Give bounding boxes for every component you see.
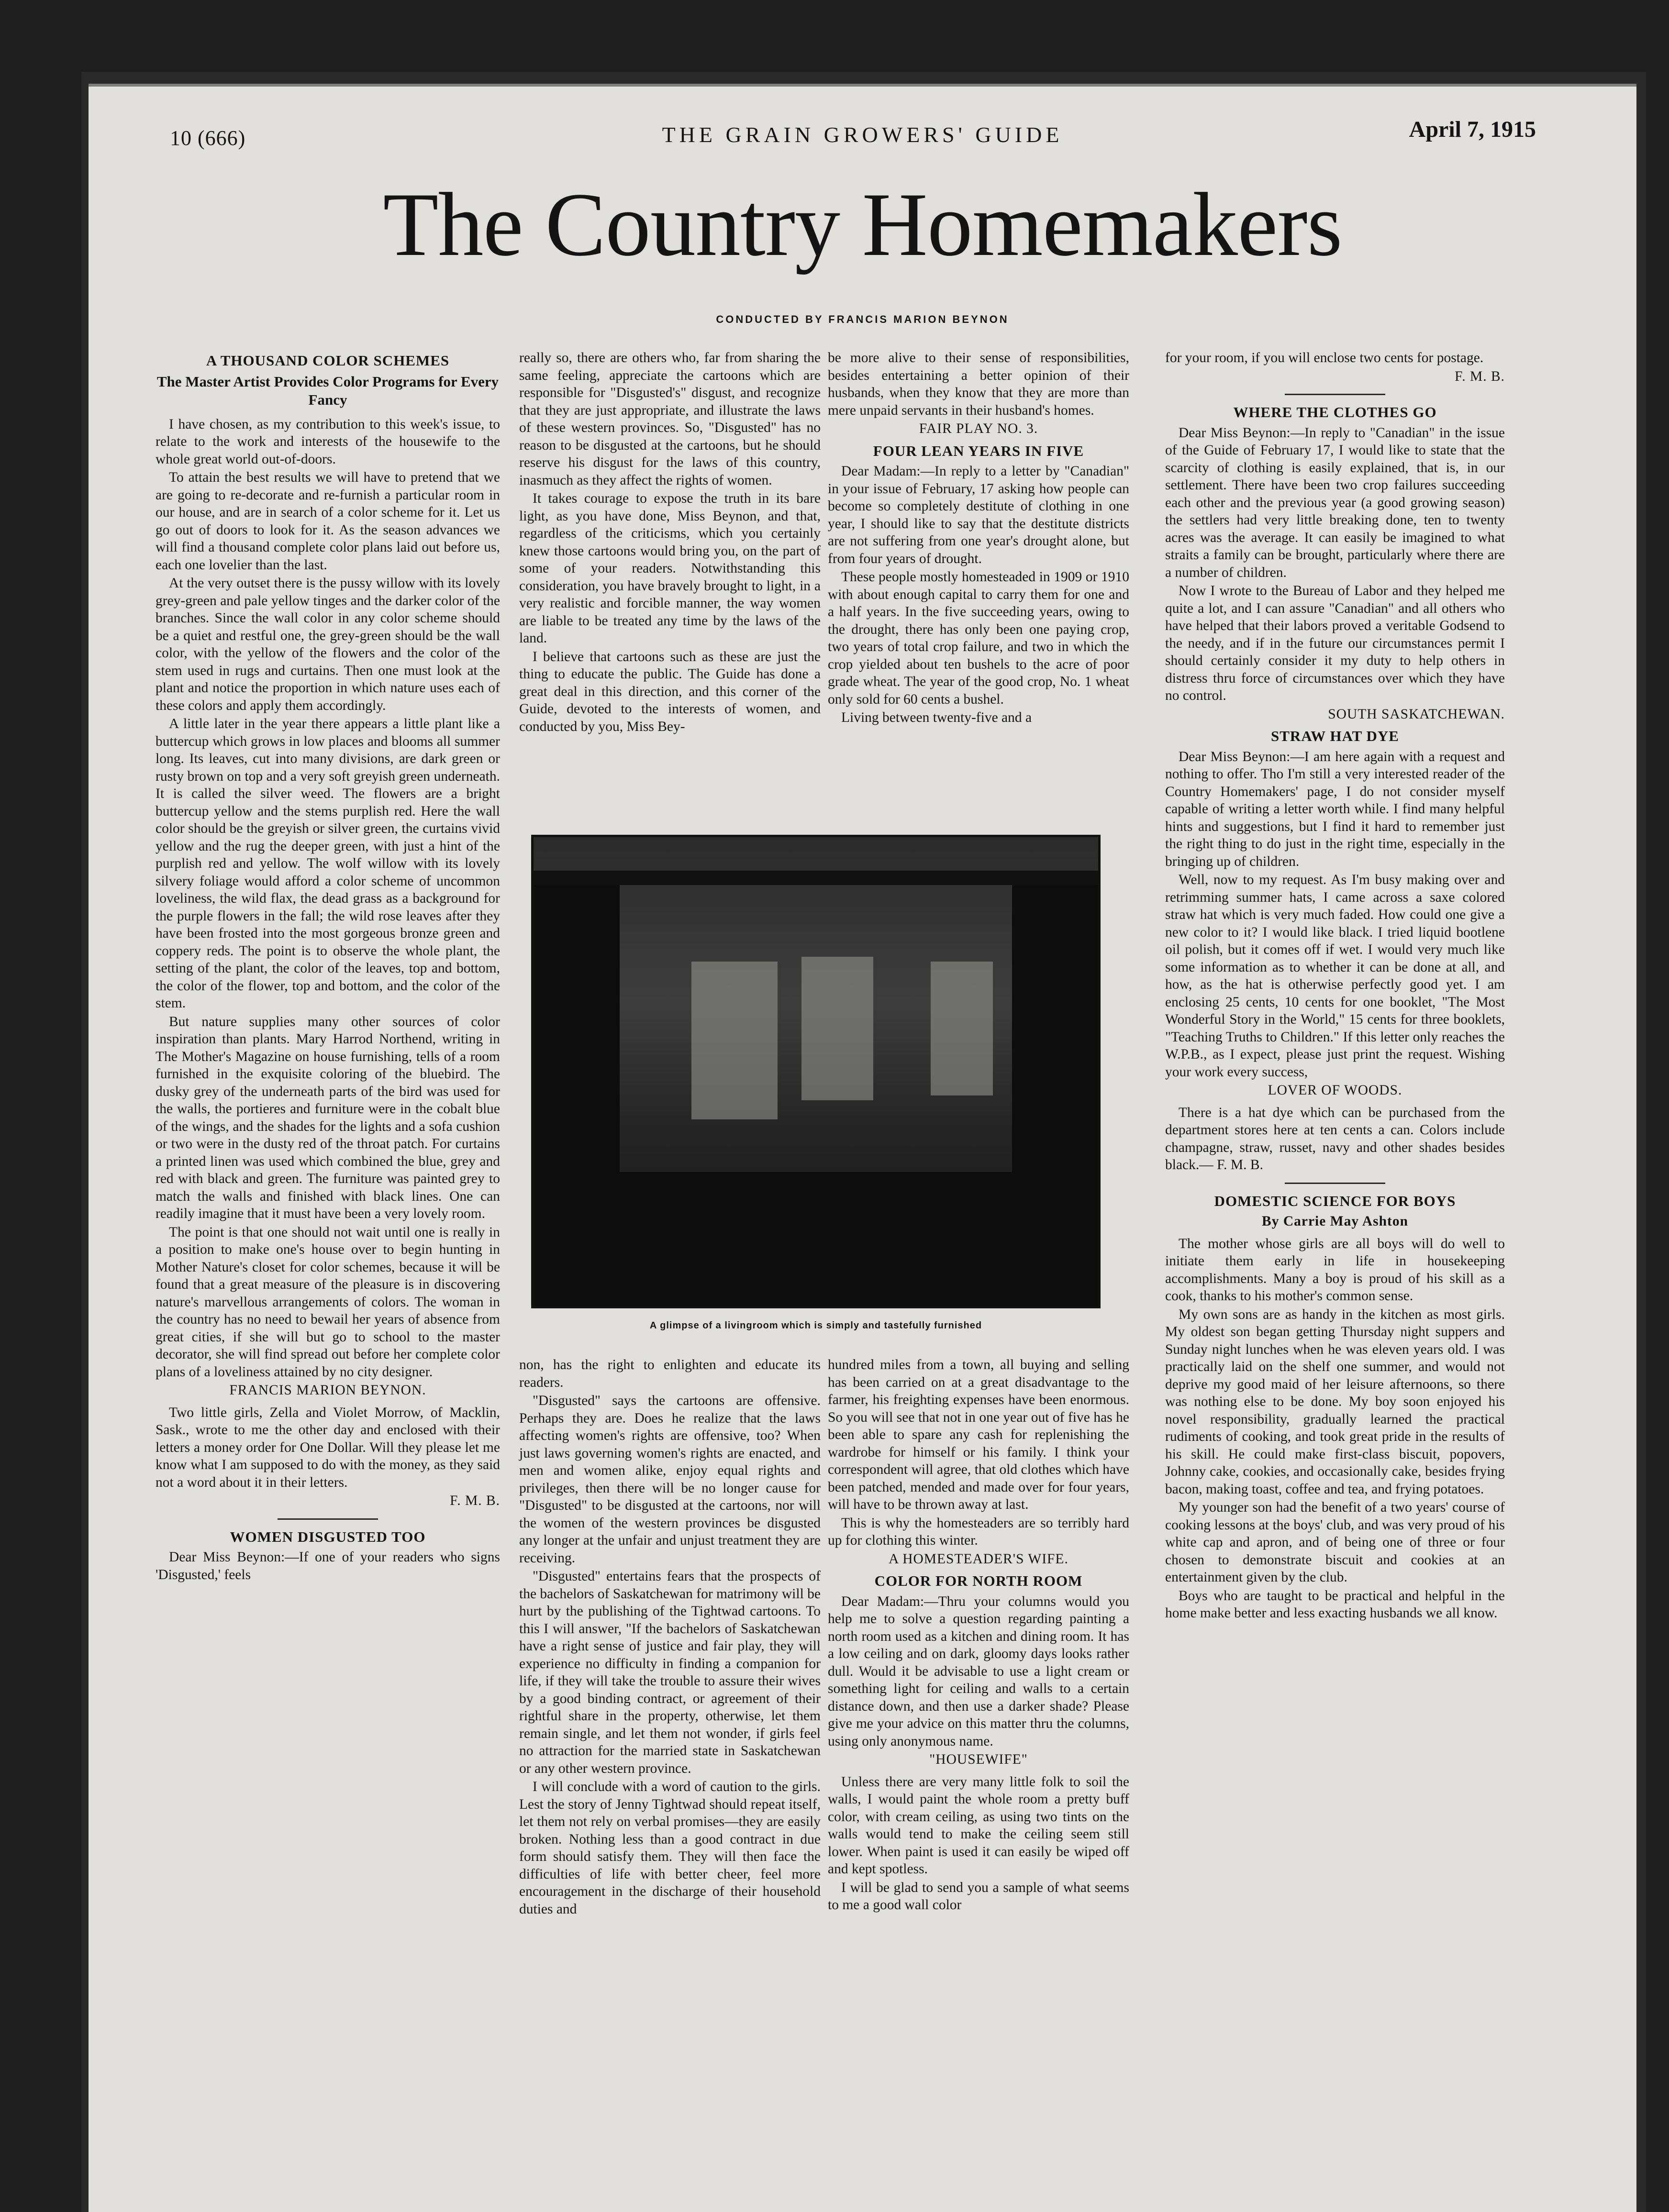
article-heading: WOMEN DISGUSTED TOO [230, 1528, 426, 1545]
paragraph: "Disgusted" entertains fears that the prospects of the bachelors of Saskatchewan for matrimony will be hurt by the publishing of the Tightwad cartoons. To this I will answer, "If the bachelors of Saskatchewan have a right sense of justice and fair play, they will experience no difficulty in finding a companion for life, if they will take the trouble to assure their wives by a good binding contract, or agreement of their rightful share in the property, otherwise, let them remain single, and let them not wonder, if girls feel no attraction for the married state in Saskatchewan or any other western province. [519, 1569, 821, 1776]
column-4 [1165, 349, 1505, 1623]
column-2-bottom [519, 1356, 821, 1919]
paragraph: The point is that one should not wait until one is really in a position to make one's house over to begin hunting in Mother Nature's closet for color schemes, because it will be found that a great measure of the pleasure is in discovering nature's marvellous arrangements of colors. The woman in the country has no need to bewail her years of absence from great cities, if she will but go to school to the master decorator, she will find spread out before her complete color plans of a loveliness attained by no city designer. [156, 1224, 500, 1380]
signature: FRANCIS MARION BEYNON. [229, 1382, 426, 1398]
paragraph: Well, now to my request. As I'm busy making over and retrimming summer hats, I came across a saxe colored straw hat which is very much faded. How could one give a new color to it? I would like black. I tried liquid bootlene oil polish, but it comes off if wet. I would very much like some information as to whether it can be done at all, and how, as the hat is otherwise perfectly good yet. I am enclosing 25 cents, 10 cents for one booklet, "The Most Wonderful Story in the World," 15 cents for three booklets, "Teaching Truths to Children." If this letter only reaches the W.P.B., as I expect, please just print the request. Wishing your work every success, [1165, 872, 1505, 1080]
photo-window [801, 957, 873, 1100]
signature: FAIR PLAY NO. 3. [919, 421, 1038, 436]
paragraph: I believe that cartoons such as these are just the thing to educate the public. The Guide has done a great deal in this direction, and this corner of the Guide, devoted to the interests of women, and conducted by you, Miss Bey- [519, 649, 821, 734]
paragraph: really so, there are others who, far from sharing the same feeling, appreciate the cartoons which are responsible for "Disgusted's" disgust, and recognize that they are just appropriate, and illustrate the laws of these western provinces. So, "Disgusted" has no reason to be disgusted at the cartoons, but he should reserve his disgust for the laws of this country, inasmuch as they affect the rights of women. [519, 350, 821, 488]
paragraph: Two little girls, Zella and Violet Morrow, of Macklin, Sask., wrote to me the other day and enclosed with their letters a money order for One Dollar. Will they please let me know what I am supposed to do with the money, as they said not a word about it in their letters. [156, 1405, 500, 1490]
signature: F. M. B. [1455, 368, 1505, 384]
paragraph: I will be glad to send you a sample of what seems to me a good wall color [828, 1880, 1129, 1913]
photo-shadow [1012, 885, 1098, 1306]
masthead-title: The Country Homemakers [383, 175, 1342, 275]
photo-window [931, 962, 993, 1095]
paragraph: Boys who are taught to be practical and helpful in the home make better and less exacting husbands we all know. [1165, 1588, 1505, 1621]
paragraph: Dear Miss Beynon:—If one of your readers who signs 'Disgusted,' feels [156, 1549, 500, 1582]
running-head: THE GRAIN GROWERS' GUIDE [662, 122, 1063, 147]
paragraph: At the very outset there is the pussy willow with its lovely grey-green and pale yellow tinges and the darker color of the branches. Since the wall color in any color scheme should be a quiet and restful one, the grey-green should be the wall color, with the yellow of the flowers and the color of the stem used in rugs and curtains. Then one must look at the plant and notice the proportion in which nature uses each of these colors and apply them accordingly. [156, 575, 500, 713]
paragraph: Dear Madam:—In reply to a letter by "Canadian" in your issue of February, 17 asking how people can become so completely destitute of clothing in one year, I should like to say that the destitute districts are not suffering from one year's drought alone, but from four years of drought. [828, 464, 1129, 566]
paragraph: But nature supplies many other sources of color inspiration than plants. Mary Harrod Northend, writing in The Mother's Magazine on house furnishing, tells of a room furnished in the exquisite coloring of the bluebird. The dusky grey of the underneath parts of the bird was used for the walls, the portieres and furniture were in the cobalt blue of the wings, and the shades for the lights and a sofa cushion or two were in the dusty red of the throat patch. For curtains a printed linen was used which combined the blue, grey and red with black and green. The furniture was painted grey to match the walls and finished with black lines. One can readily imagine that it must have been a very lovely room. [156, 1014, 500, 1221]
divider [278, 1518, 378, 1520]
newspaper-page [89, 84, 1636, 2212]
paragraph: To attain the best results we will have to pretend that we are going to re-decorate and re-furnish a particular room in our house, and are in search of a color scheme for it. Let us go out of doors to look for it. As the season advances we will find a thousand complete color plans laid out before us, each one lovelier than the last. [156, 470, 500, 573]
conducted-by: CONDUCTED BY FRANCIS MARION BEYNON [716, 313, 1009, 325]
column-3-top [828, 349, 1129, 728]
paragraph: I will conclude with a word of caution to the girls. Lest the story of Jenny Tightwad should repeat itself, let them not rely on verbal promises—they are easily broken. Nothing less than a good contract in due form should satisfy them. They will then face the difficulties of life with better cheer, feel more encouragement in the discharge of their household duties and [519, 1779, 821, 1917]
paragraph: Dear Miss Beynon:—In reply to "Canadian" in the issue of the Guide of February 17, I would like to state that the scarcity of clothing is easily explained, that is, in our settlement. There have been two crop failures succeeding each other and the previous year (a good growing season) the settlers had very little breaking done, ten to twenty acres was the average. It can easily be imagined to what straits a family can be brought, particularly where there are a number of children. [1165, 425, 1505, 580]
signature: SOUTH SASKATCHEWAN. [1328, 706, 1505, 722]
paragraph: I have chosen, as my contribution to this week's issue, to relate to the work and interests of the housewife to the whole great world out-of-doors. [156, 416, 500, 467]
paragraph: Dear Madam:—Thru your columns would you help me to solve a question regarding painting a north room used as a kitchen and dining room. It has a low ceiling and on dark, gloomy days looks rather dull. Would it be advisable to use a light cream or something light for ceiling and walls to a certain distance down, and then use a darker shade? Please give me your advice on this matter thru the columns, using only anonymous name. [828, 1593, 1129, 1749]
paragraph: be more alive to their sense of responsibilities, besides entertaining a better opinion of their husbands, when they know that they are more than mere unpaid servants in their husband's homes. [828, 350, 1129, 418]
signature: F. M. B. [450, 1493, 500, 1508]
article-heading: FOUR LEAN YEARS IN FIVE [873, 442, 1084, 459]
issue-date: April 7, 1915 [1409, 117, 1536, 142]
article-heading: COLOR FOR NORTH ROOM [874, 1572, 1083, 1589]
paragraph: My younger son had the benefit of a two years' course of cooking lessons at the boys' club, and was very proud of his white cap and apron, and of being one of three or four chosen to demonstrate biscuit and cookies at an entertainment given by the club. [1165, 1500, 1505, 1585]
photo-ceiling-beam [534, 871, 1098, 885]
paragraph: There is a hat dye which can be purchased from the department stores here at ten cents a can. Colors include champagne, straw, russet, navy and other shades besides black.— F. M. B. [1165, 1105, 1505, 1172]
photo-shadow [534, 885, 620, 1306]
divider [1285, 394, 1385, 395]
photo-window [691, 962, 778, 1119]
paragraph: for your room, if you will enclose two cents for postage. [1165, 350, 1484, 365]
paragraph: Living between twenty-five and a [841, 710, 1032, 725]
paragraph: hundred miles from a town, all buying and selling has been carried on at a great disadvantage to the farmer, his freighting expenses have been enormous. So you will see that not in one year out of five has he been able to spare any cash for replenishing the wardrobe for himself or his family. I think your correspondent will agree, that old clothes which have been patched, mended and made over for four years, will have to be thrown away at last. [828, 1357, 1129, 1512]
article-heading: STRAW HAT DYE [1271, 728, 1399, 744]
paragraph: It takes courage to expose the truth in its bare light, as you have done, Miss Beynon, and that, regardless of the criticisms, which you certainly knew those cartoons would bring you, on the part of some of your readers. Notwithstanding this consideration, you have bravely brought to light, in a very realistic and forcible manner, the way women are liable to be treated any time by the laws of the land. [519, 491, 821, 646]
photo-floor [620, 1172, 1012, 1306]
paragraph: Unless there are very many little folk to soil the walls, I would paint the whole room a pretty buff color, with cream ceiling, as using two tints on the walls would tend to make the ceiling seem still lower. When paint is used it can easily be wiped off and kept spotless. [828, 1774, 1129, 1877]
page-number: 10 (666) [170, 126, 246, 150]
signature: "HOUSEWIFE" [929, 1752, 1028, 1767]
livingroom-photo [531, 835, 1101, 1308]
article-subheading: The Master Artist Provides Color Programs for Every Fancy [156, 373, 499, 408]
page-header [89, 117, 1636, 160]
divider [1285, 1183, 1385, 1184]
paragraph: The mother whose girls are all boys will do well to initiate them early in life in housekeeping accomplishments. Many a boy is proud of his skill as a cook, thanks to his mother's common sense. [1165, 1236, 1505, 1304]
signature: LOVER OF WOODS. [1268, 1083, 1402, 1098]
paragraph: These people mostly homesteaded in 1909 or 1910 with about enough capital to carry them for one and a half years. In the five succeeding years, owing to the drought, there has only been one paying crop, two years of total crop failure, and two in which the crop yielded about ten bushels to the acre of poor grade wheat. The year of the good crop, No. 1 wheat only sold for 60 cents a bushel. [828, 569, 1129, 707]
column-3-bottom [828, 1356, 1129, 1915]
paragraph: A little later in the year there appears a little plant like a buttercup which grows in low places and blooms all summer long. Its leaves, cut into many divisions, are dark green or rusty brown on top and a very soft greyish green underneath. It is called the silver weed. The flowers are a bright buttercup yellow and the stems purplish red. Here the wall color should be the greyish or silver green, the curtains vivid yellow and the rug the deeper green, with just a hint of the purplish red and yellow. The wolf willow with its lovely silvery foliage would afford a color scheme of uncommon loveliness, the wild flax, the dead grass as a background for the purple flowers in the fall; the wild rose leaves after they have been frosted into the most gorgeous bronze green and coppery reds. The point is to observe the whole plant, the setting of the plant, the color of the leaves, top and bottom, the color of the flower, top and bottom, and the color of the stem. [156, 716, 500, 1011]
paragraph: Dear Miss Beynon:—I am here again with a request and nothing to offer. Tho I'm still a very interested reader of the Country Homemakers' page, I do not consider myself capable of writing a letter worth while. I find many helpful hints and suggestions, but I find it hard to remember just the right thing to do just in the right time, especially in the bringing up of children. [1165, 749, 1505, 869]
paragraph: Now I wrote to the Bureau of Labor and they helped me quite a lot, and I can assure "Canadian" and all others who have helped that their labors proved a veritable Godsend to the needy, and if in the future our circumstances permit I should certainly consider it my duty to help others in distress thru force of circumstances over which they have no control. [1165, 583, 1505, 703]
paragraph: non, has the right to enlighten and educate its readers. [519, 1357, 821, 1390]
signature: A HOMESTEADER'S WIFE. [889, 1551, 1068, 1567]
paragraph: "Disgusted" says the cartoons are offensive. Perhaps they are. Does he realize that the laws affecting women's rights are offensive, too? When just laws governing women's rights are enacted, and men and women alike, enjoy equal rights and privileges, then there will be no longer cause for "Disgusted" to be disgusted at the cartoons, nor will the women of the western provinces be disgusted any longer at the unfair and unjust treatment they are receiving. [519, 1393, 821, 1566]
paragraph: My own sons are as handy in the kitchen as most girls. My oldest son began getting Thursday night suppers and Sunday night lunches when he was eleven years old. I was practically laid on the shelf one summer, and would not deprive my good maid of her leisure afternoons, so there was nothing else to be done. My boy soon enjoyed his novel responsibility, gradually learned the practical rudiments of cooking, and took great pride in the results of his skill. He could make first-class biscuit, popovers, Johnny cake, cookies, and occasionally cake, besides frying bacon, making toast, coffee and tea, and frying potatoes. [1165, 1306, 1505, 1497]
article-heading: A THOUSAND COLOR SCHEMES [206, 352, 450, 369]
photo-caption: A glimpse of a livingroom which is simply and tastefully furnished [649, 1320, 982, 1331]
column-2-top [519, 349, 821, 736]
article-heading: WHERE THE CLOTHES GO [1233, 404, 1437, 420]
byline: By Carrie May Ashton [1262, 1214, 1408, 1229]
article-heading: DOMESTIC SCIENCE FOR BOYS [1214, 1192, 1456, 1209]
column-1 [156, 349, 500, 1584]
paragraph: This is why the homesteaders are so terribly hard up for clothing this winter. [828, 1515, 1129, 1548]
